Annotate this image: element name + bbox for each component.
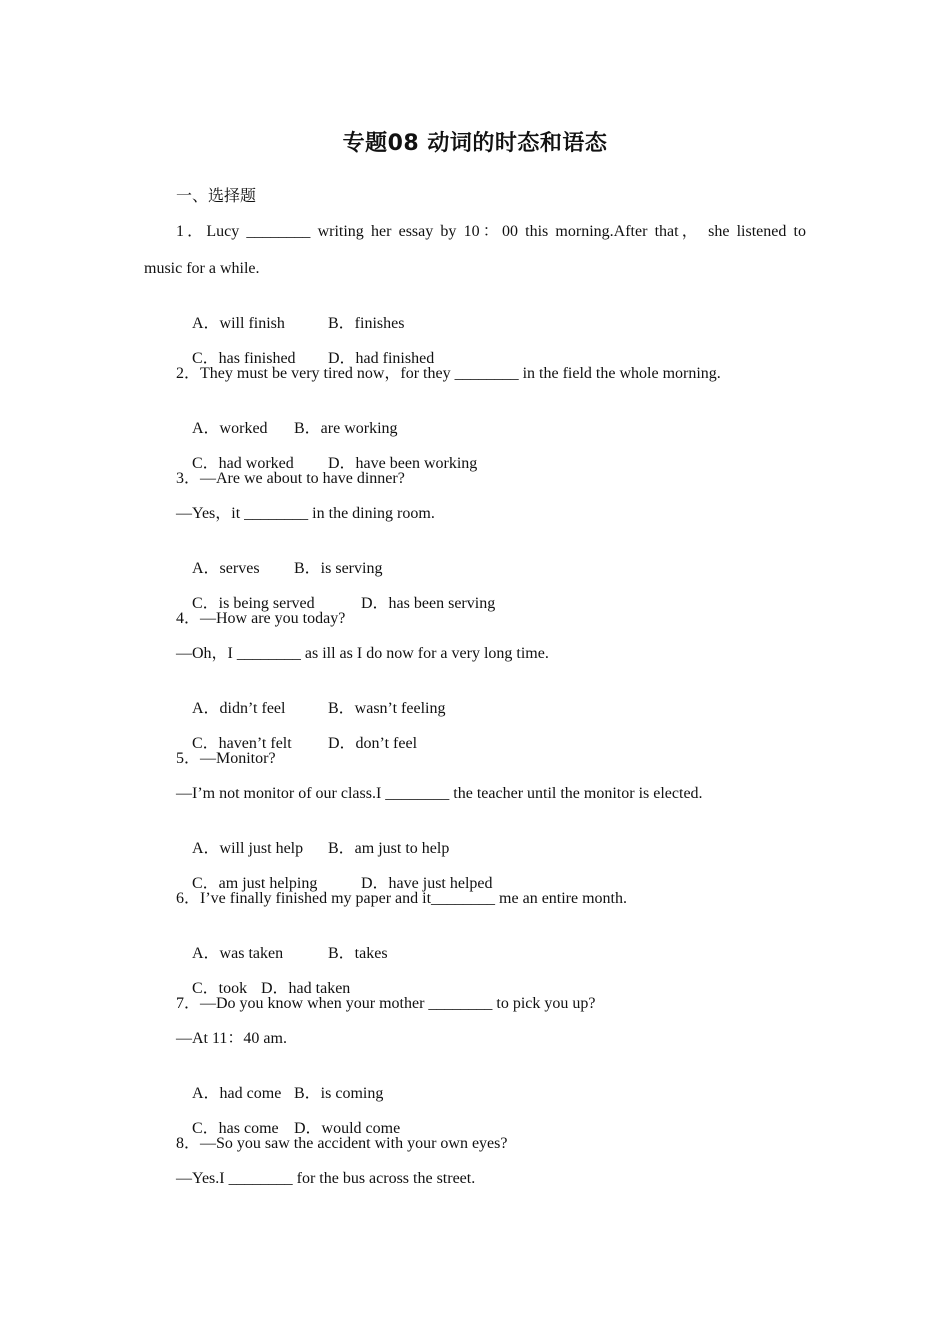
question-6-option-a: A．was taken — [192, 945, 284, 962]
question-4-option-a: A．didn’t feel — [192, 700, 286, 717]
question-7-option-a: A．had come — [192, 1085, 282, 1102]
question-7-option-d: D．would come — [294, 1120, 401, 1137]
question-1-stem-line1: 1．Lucy ________ writing her essay by 10：00 this morning.After that， she listened to — [176, 223, 806, 240]
question-5-reply: —I’m not monitor of our class.I ________ the teacher until the monitor is elected. — [176, 785, 703, 802]
question-3-option-a: A．serves — [192, 560, 260, 577]
question-2-option-c: C．had worked — [192, 455, 294, 472]
question-3-reply: —Yes，it ________ in the dining room. — [176, 505, 435, 522]
question-4-reply: —Oh，I ________ as ill as I do now for a very long time. — [176, 645, 549, 662]
question-5-option-b: B．am just to help — [328, 840, 450, 857]
question-5-option-d: D．have just helped — [361, 875, 493, 892]
question-7-reply: —At 11：40 am. — [176, 1030, 287, 1047]
question-3-option-d: D．has been serving — [361, 595, 496, 612]
question-3-option-b: B．is serving — [294, 560, 383, 577]
question-2-option-d: D．have been working — [328, 455, 478, 472]
question-1-option-c: C．has finished — [192, 350, 296, 367]
question-7-option-b: B．is coming — [294, 1085, 384, 1102]
question-5-option-a: A．will just help — [192, 840, 304, 857]
question-4-option-b: B．wasn’t feeling — [328, 700, 446, 717]
question-4-option-c: C．haven’t felt — [192, 735, 292, 752]
page-title: 专题08 动词的时态和语态 — [342, 131, 608, 156]
question-8-stem: 8．—So you saw the accident with your own eyes? — [176, 1135, 508, 1152]
question-3-option-c: C．is being served — [192, 595, 315, 612]
question-5-stem: 5．—Monitor? — [176, 750, 276, 767]
question-1-option-a: A．will finish — [192, 315, 285, 332]
question-1-option-b: B．finishes — [328, 315, 405, 332]
question-2-stem: 2．They must be very tired now，for they ________ in the field the whole morning. — [176, 365, 721, 382]
question-5-option-c: C．am just helping — [192, 875, 318, 892]
question-2-option-a: A．worked — [192, 420, 268, 437]
question-4-stem: 4．—How are you today? — [176, 610, 346, 627]
question-6-option-d: D．had taken — [261, 980, 351, 997]
question-7-option-c: C．has come — [192, 1120, 279, 1137]
question-6-stem: 6．I’ve finally finished my paper and it________ me an entire month. — [176, 890, 628, 907]
question-6-option-b: B．takes — [328, 945, 388, 962]
question-8-reply: —Yes.I ________ for the bus across the street. — [176, 1170, 476, 1187]
question-2-option-b: B．are working — [294, 420, 398, 437]
question-4-option-d: D．don’t feel — [328, 735, 418, 752]
section-heading: 一、选择题 — [176, 188, 257, 205]
question-1-stem-line2: music for a while. — [144, 260, 260, 277]
question-1-option-d: D．had finished — [328, 350, 435, 367]
question-7-stem: 7．—Do you know when your mother ________ to pick you up? — [176, 995, 596, 1012]
question-3-stem: 3．—Are we about to have dinner? — [176, 470, 405, 487]
question-6-option-c: C．took — [192, 980, 248, 997]
